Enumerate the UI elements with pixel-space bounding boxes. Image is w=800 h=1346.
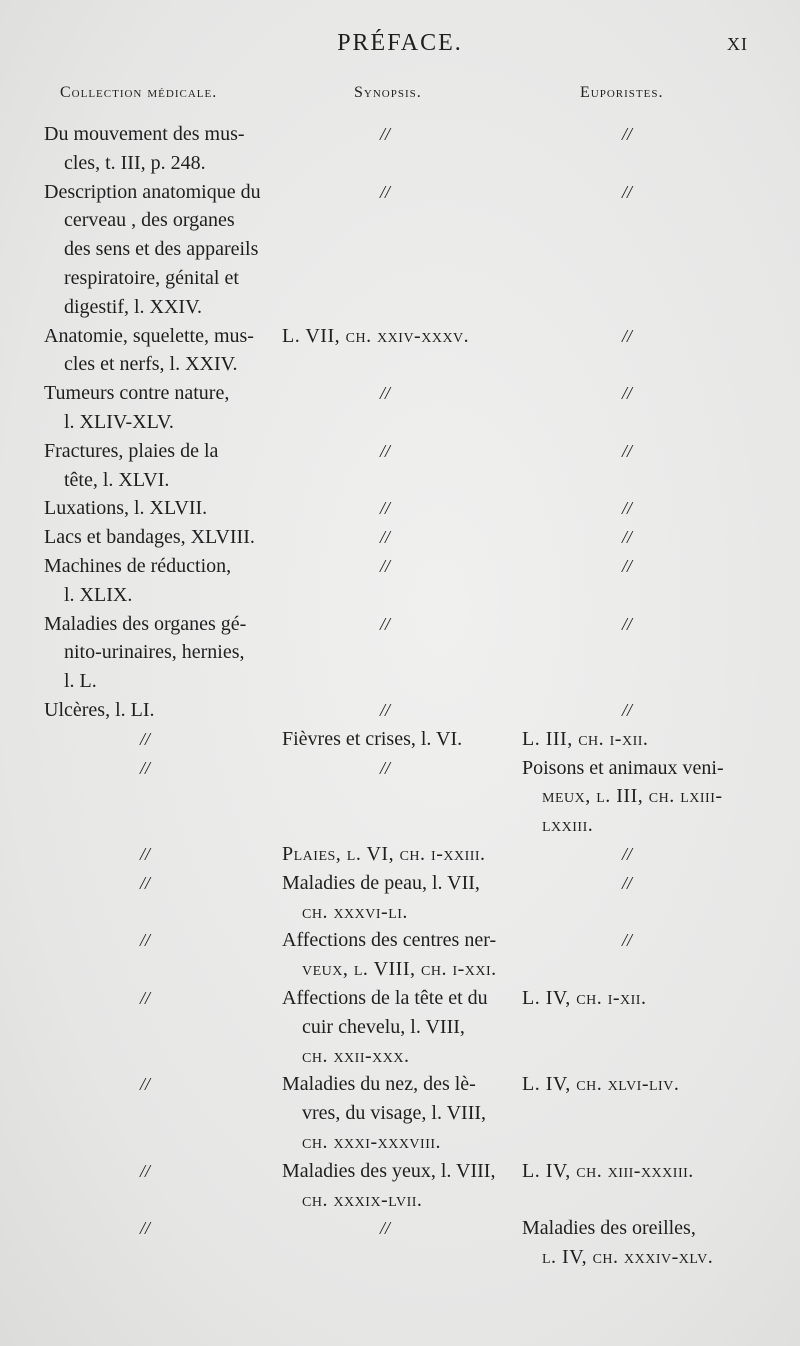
ditto-mark: // xyxy=(380,1218,391,1239)
text-line: L. VII, ch. xxiv-xxxv. xyxy=(282,324,470,347)
ditto-mark: // xyxy=(380,440,391,461)
ditto-mark: // xyxy=(140,930,151,951)
table-row xyxy=(0,1070,800,1156)
euporistes-cell xyxy=(522,1214,754,1272)
concordance-table xyxy=(0,120,800,1272)
text-line: digestif, l. XXIV. xyxy=(64,295,202,318)
text-line: Maladies des yeux, l. VIII, xyxy=(282,1159,496,1182)
ditto-mark: // xyxy=(622,555,633,576)
ditto-mark: // xyxy=(622,699,633,720)
text-line: Affections de la tête et du xyxy=(282,986,488,1009)
ditto-mark: // xyxy=(380,699,391,720)
euporistes-cell xyxy=(522,1157,754,1186)
text-line: l. XLIX. xyxy=(64,583,133,606)
column-header-euporistes: Euporistes. xyxy=(580,84,664,101)
table-row xyxy=(0,178,800,322)
text-line: Lacs et bandages, XLVIII. xyxy=(44,526,255,549)
text-line: l. XLIV-XLV. xyxy=(64,410,174,433)
text-line: veux, l. VIII, ch. i-xxi. xyxy=(302,958,497,981)
text-line: Anatomie, squelette, mus- xyxy=(44,324,254,347)
text-line: cles et nerfs, l. XXIV. xyxy=(64,353,238,376)
ditto-mark: // xyxy=(380,757,391,778)
text-line: cuir chevelu, l. VIII, xyxy=(302,1015,465,1038)
synopsis-cell xyxy=(282,1070,514,1156)
table-row xyxy=(0,494,800,523)
ditto-mark: // xyxy=(140,987,151,1008)
euporistes-cell xyxy=(522,725,754,754)
ditto-mark: // xyxy=(140,872,151,893)
ditto-mark: // xyxy=(622,498,633,519)
ditto-mark: // xyxy=(380,124,391,144)
ditto-mark: // xyxy=(622,181,633,202)
medical-cell xyxy=(44,552,272,610)
running-head xyxy=(0,30,800,64)
ditto-mark: // xyxy=(140,1160,151,1181)
ditto-mark: // xyxy=(622,440,633,461)
column-header-medical: Collection médicale. xyxy=(60,84,218,101)
text-line: Tumeurs contre nature, xyxy=(44,382,230,405)
text-line: ch. xxxvi-li. xyxy=(302,900,408,923)
text-line: ch. xxxix-lvii. xyxy=(302,1188,423,1211)
medical-cell xyxy=(44,379,272,437)
text-line: des sens et des appareils xyxy=(64,238,259,261)
ditto-mark: // xyxy=(380,613,391,634)
ditto-mark: // xyxy=(380,555,391,576)
page-title: PRÉFACE. xyxy=(337,30,463,56)
text-line: Poisons et animaux veni- xyxy=(522,756,724,779)
table-row xyxy=(0,840,800,869)
column-header-synopsis: Synopsis. xyxy=(354,84,422,101)
table-row xyxy=(0,1157,800,1215)
text-line: Description anatomique du xyxy=(44,180,261,203)
euporistes-cell xyxy=(522,1070,754,1099)
synopsis-cell xyxy=(282,926,514,984)
synopsis-cell xyxy=(282,984,514,1070)
ditto-mark: // xyxy=(380,383,391,404)
text-line: nito-urinaires, hernies, xyxy=(64,641,245,664)
table-row xyxy=(0,322,800,380)
text-line: Machines de réduction, xyxy=(44,554,232,577)
text-line: ch. xxxi-xxxviii. xyxy=(302,1130,442,1153)
synopsis-cell xyxy=(282,322,514,351)
medical-cell xyxy=(44,322,272,380)
text-line: Maladies des oreilles, xyxy=(522,1217,696,1240)
medical-cell xyxy=(44,696,272,725)
table-row xyxy=(0,523,800,552)
text-line: L. III, ch. i-xii. xyxy=(522,727,649,750)
table-row xyxy=(0,437,800,495)
ditto-mark: // xyxy=(380,181,391,202)
text-line: tête, l. XLVI. xyxy=(64,468,170,491)
text-line: meux, l. III, ch. lxiii- xyxy=(542,785,723,808)
table-row xyxy=(0,610,800,696)
ditto-mark: // xyxy=(622,872,633,893)
table-row xyxy=(0,696,800,725)
table-row xyxy=(0,869,800,927)
euporistes-cell xyxy=(522,754,754,840)
medical-cell xyxy=(44,494,272,523)
text-line: L. IV, ch. i-xii. xyxy=(522,986,647,1009)
column-headers xyxy=(0,84,800,108)
medical-cell xyxy=(44,610,272,696)
ditto-mark: // xyxy=(140,1074,151,1095)
text-line: lxxiii. xyxy=(542,814,594,837)
ditto-mark: // xyxy=(622,124,633,144)
text-line: Maladies du nez, des lè- xyxy=(282,1073,476,1096)
text-line: Luxations, l. XLVII. xyxy=(44,497,208,520)
euporistes-cell xyxy=(522,984,754,1013)
ditto-mark: // xyxy=(380,498,391,519)
table-row xyxy=(0,725,800,754)
table-row xyxy=(0,754,800,840)
ditto-mark: // xyxy=(622,383,633,404)
medical-cell xyxy=(44,120,272,178)
synopsis-cell xyxy=(282,840,514,869)
text-line: Maladies de peau, l. VII, xyxy=(282,871,480,894)
ditto-mark: // xyxy=(622,325,633,346)
text-line: respiratoire, génital et xyxy=(64,266,239,289)
table-row xyxy=(0,552,800,610)
table-row xyxy=(0,120,800,178)
text-line: Fièvres et crises, l. VI. xyxy=(282,727,463,750)
medical-cell xyxy=(44,523,272,552)
text-line: L. IV, ch. xlvi-liv. xyxy=(522,1073,680,1096)
text-line: l. L. xyxy=(64,670,97,693)
text-line: vres, du visage, l. VIII, xyxy=(302,1102,487,1125)
ditto-mark: // xyxy=(140,1218,151,1239)
ditto-mark: // xyxy=(140,757,151,778)
ditto-mark: // xyxy=(622,527,633,548)
synopsis-cell xyxy=(282,1157,514,1215)
text-line: ch. xxii-xxx. xyxy=(302,1044,410,1067)
text-line: Fractures, plaies de la xyxy=(44,439,219,462)
ditto-mark: // xyxy=(622,843,633,864)
text-line: cles, t. III, p. 248. xyxy=(64,151,206,174)
table-row xyxy=(0,984,800,1070)
text-line: l. IV, ch. xxxiv-xlv. xyxy=(542,1246,714,1269)
text-line: Maladies des organes gé- xyxy=(44,612,247,635)
table-row xyxy=(0,379,800,437)
ditto-mark: // xyxy=(140,728,151,749)
text-line: Du mouvement des mus- xyxy=(44,123,245,145)
ditto-mark: // xyxy=(622,930,633,951)
text-line: L. IV, ch. xiii-xxxiii. xyxy=(522,1159,694,1182)
table-row xyxy=(0,1214,800,1272)
synopsis-cell xyxy=(282,869,514,927)
synopsis-cell xyxy=(282,725,514,754)
text-line: cerveau , des organes xyxy=(64,209,235,232)
table-row xyxy=(0,926,800,984)
page-number: XI xyxy=(727,34,748,54)
medical-cell xyxy=(44,437,272,495)
ditto-mark: // xyxy=(380,527,391,548)
ditto-mark: // xyxy=(140,843,151,864)
ditto-mark: // xyxy=(622,613,633,634)
text-line: Plaies, l. VI, ch. i-xxiii. xyxy=(282,842,486,865)
medical-cell xyxy=(44,178,272,322)
text-line: Affections des centres ner- xyxy=(282,929,497,952)
text-line: Ulcères, l. LI. xyxy=(44,698,155,721)
